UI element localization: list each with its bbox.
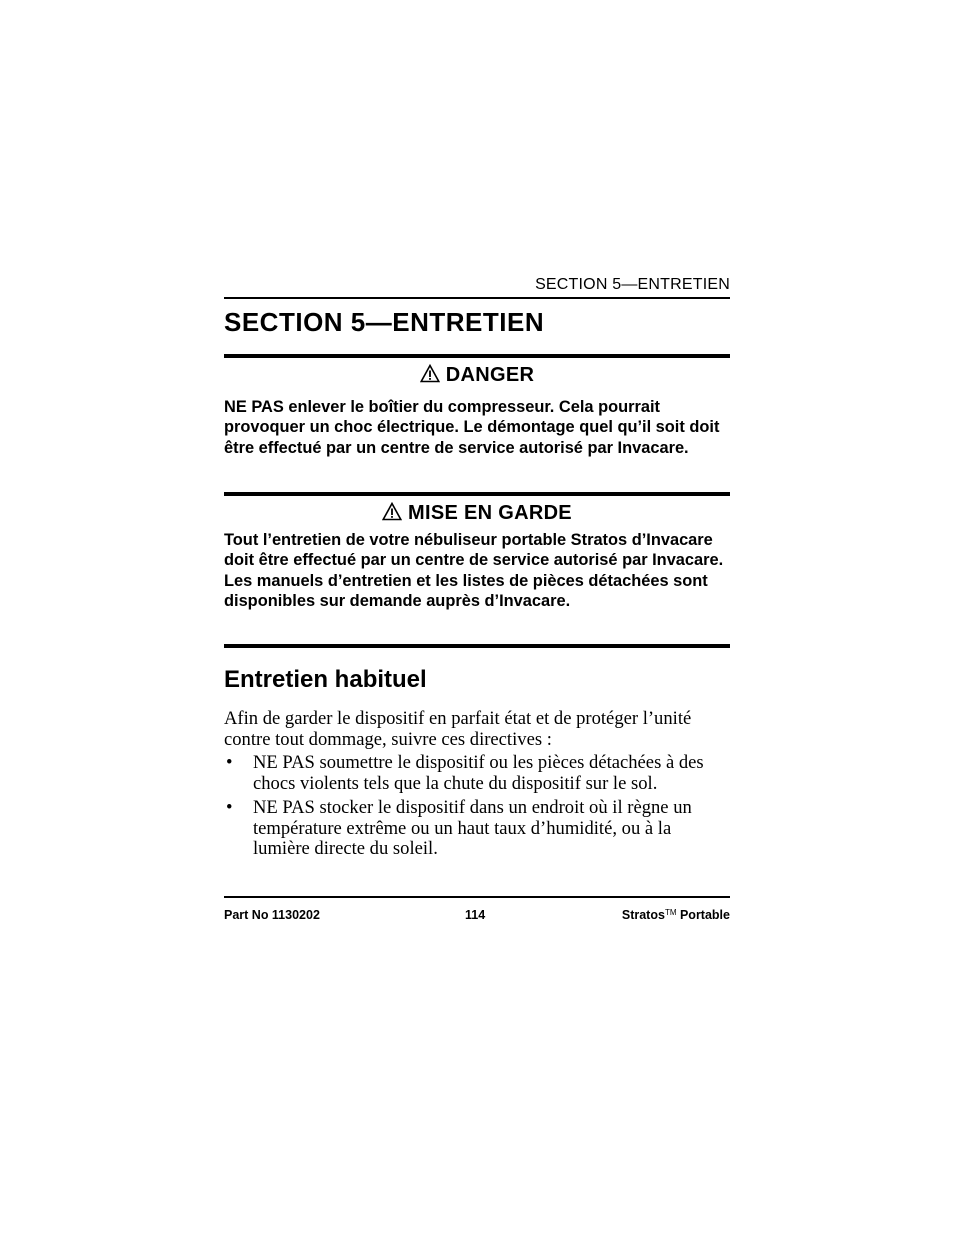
danger-heading-text: DANGER	[445, 364, 535, 386]
warning-triangle-icon	[382, 502, 402, 527]
list-item-text: NE PAS stocker le dispositif dans un endroit où il règne un température extrême ou un haut taux d’humidité, ou à la lumière directe du soleil.	[253, 797, 692, 860]
product-name-suffix: Portable	[676, 908, 730, 922]
list-item	[224, 798, 730, 860]
product-name-text: Stratos	[621, 908, 665, 922]
warning-triangle-icon	[420, 364, 440, 389]
bullet-mark: •	[226, 752, 233, 773]
bullet-mark: •	[226, 797, 233, 819]
header-rule	[224, 297, 730, 299]
routine-heading: Entretien habituel	[224, 666, 427, 693]
page-number: 114	[465, 908, 486, 922]
product-name	[622, 908, 730, 922]
section-title: SECTION 5—ENTRETIEN	[224, 307, 545, 337]
list-item-text: NE PAS soumettre le dispositif ou les pièces détachées à des chocs violents tels que la chute du dispositif sur le sol.	[253, 752, 704, 794]
caution-heading-text: MISE EN GARDE	[408, 502, 572, 524]
routine-list	[224, 753, 730, 864]
footer-rule	[224, 896, 730, 898]
trademark-mark: TM	[664, 908, 677, 917]
part-number: Part No 1130202	[224, 908, 320, 922]
caution-bottom-rule	[224, 644, 730, 648]
danger-body: NE PAS enlever le boîtier du compresseur. Cela pourrait provoquer un choc électrique. Le démontage quel qu’il soit doit être effectué par un centre de service autorisé par Invacare.	[224, 398, 720, 457]
caution-top-rule	[224, 492, 730, 496]
list-item	[224, 753, 730, 794]
routine-intro: Afin de garder le dispositif en parfait état et de protéger l’unité contre tout dommage, suivre ces directives :	[224, 708, 692, 750]
caution-body: Tout l’entretien de votre nébuliseur portable Stratos d’Invacare doit être effectué par un centre de service autorisé par Invacare. Les manuels d’entretien et les listes de pièces détachées sont disponibles sur demande auprès d’Invacare.	[224, 531, 724, 610]
running-header: SECTION 5—ENTRETIEN	[535, 276, 730, 293]
danger-heading	[224, 364, 730, 389]
danger-top-rule	[224, 354, 730, 358]
caution-heading	[224, 502, 730, 527]
